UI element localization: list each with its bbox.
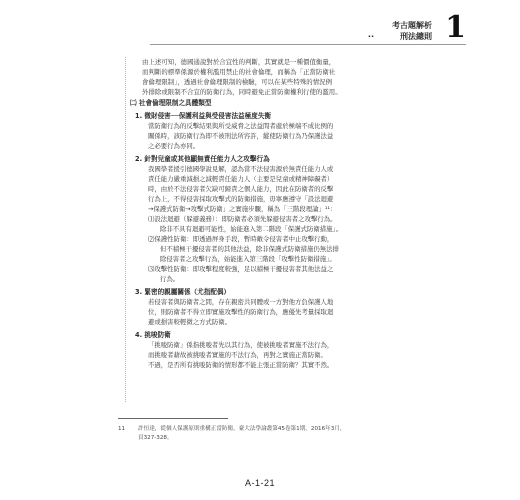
subsection-1-heading: 1. 微財侵害──保護利益與受侵害法益極度失衡 bbox=[135, 112, 272, 120]
text-line: 由上述可知，德國通說對於合宜性的判斷，其實就是一種價值衡量， bbox=[142, 58, 336, 66]
subsection-4-text bbox=[118, 340, 418, 370]
header-title-line1: 考古題解析 bbox=[392, 21, 432, 30]
list-item: ⑵保護性防衛：即透過屏身手段，暫時敵令侵害者中止攻擊行動， bbox=[148, 235, 334, 243]
list-item: ⑴設法迴避（躲避義務）：即防衛者必須先躲避侵害者之攻擊行為。 bbox=[148, 215, 337, 223]
text-line: 我國學者援引德國學說見解，認為當不法侵害源於無責任能力人或 bbox=[148, 165, 334, 173]
subsection-4-heading: 4. 挑唆防衛 bbox=[135, 331, 171, 339]
text-line: 時，由於不法侵害者欠缺可歸責之個人能力，因此在防衛者的反擊 bbox=[148, 185, 334, 193]
footnote-text-continuation: 頁327-328。 bbox=[138, 435, 173, 441]
header-dots: .. bbox=[367, 30, 374, 39]
text-line: 當防衛行為的反擊結果與所受威脅之法益間者處於極端不成比例的 bbox=[148, 122, 334, 130]
header-rule bbox=[150, 44, 466, 45]
list-item-continuation: 除侵害者之攻擊行為，始能進入第三階段「攻擊性防衛措施」。 bbox=[160, 255, 336, 263]
subsection-3-text bbox=[118, 297, 418, 327]
footnote bbox=[118, 425, 418, 443]
text-line: 位，則防衛者不得立即實施攻擊性的防衛行為，應優先考量採取迴 bbox=[148, 308, 334, 316]
text-line: 關係時，該防衛行為即不被刑法所容許，縱使防衛行為乃保護法益 bbox=[148, 132, 334, 140]
text-line: 會倫理限制」，透過社會倫理限制的檢驗，可以在某些特殊的情況例 bbox=[142, 78, 333, 86]
list-item-continuation: 除非不具有迴避可能性，始能進入第二階段「保護式防衛措施」。 bbox=[160, 225, 343, 233]
page-number: A-1-21 bbox=[244, 478, 275, 488]
footnote-rule bbox=[118, 418, 228, 419]
text-line: →保護式防衛→攻擊式防衛」之實施步驟，稱為「三階段理論」¹¹： bbox=[148, 205, 337, 213]
list-item-continuation: 但不積極干擾侵害者的其他法益，除非保護式防衛措施仍無法排 bbox=[160, 245, 339, 253]
section-heading: ㈡ 社會倫理限制之具體類型 bbox=[130, 99, 212, 107]
footnote-text: 許恒達，從個人保護原則重構正當防衛，臺大法學論叢第45卷第1期，2016年3月， bbox=[138, 426, 346, 432]
list-item-continuation: 行為。 bbox=[160, 275, 180, 283]
text-line: 行為上，不得侵害採取攻擊式的防衛措施，毋寧應遵守「設法迴避 bbox=[148, 195, 334, 203]
subsection-3-heading: 3. 緊密的親屬關係（尤指配偶） bbox=[135, 288, 231, 296]
text-line: 而判斷的標準係源於權利濫用禁止的社會倫理，而稱為「正當防衛社 bbox=[142, 68, 336, 76]
text-line: 避或損害較輕微之方式防衛。 bbox=[148, 318, 232, 326]
page-body bbox=[118, 57, 418, 370]
text-line: 「挑唆防衛」係指挑唆者先以其行為，使被挑唆者實施不法行為， bbox=[148, 341, 334, 349]
intro-paragraph bbox=[118, 57, 418, 97]
text-line: 責任能力嚴重減損之減輕責任能力人（主要是兒童或精神障礙者） bbox=[148, 175, 334, 183]
chapter-number: 1 bbox=[445, 10, 466, 45]
footnote-first-line bbox=[118, 425, 418, 434]
list-item: ⑶攻擊性防衛：即攻擊程度較強，足以積極干擾侵害者其他法益之 bbox=[148, 265, 334, 273]
text-line: 外排除或限制不合宜的防衛行為，同時避免正當防衛權利行使的濫用。 bbox=[142, 88, 342, 96]
header-title bbox=[392, 20, 432, 42]
subsection-2-heading: 2. 針對兒童或其他顯無責任能力人之攻擊行為 bbox=[135, 155, 270, 163]
text-line: 不過，是否所有挑唆防衛的情形都不能主張正當防衛？其實不然。 bbox=[148, 361, 334, 369]
subsection-2-text bbox=[118, 164, 418, 214]
text-line: 而挑唆者藉故被挑唆者實施的不法行為，再對之實施正當防衛。 bbox=[148, 351, 327, 359]
text-line: 之必要行為亦同。 bbox=[148, 142, 200, 150]
header-title-line2: 刑法總則 bbox=[400, 32, 432, 41]
subsection-1-text bbox=[118, 121, 418, 151]
text-line: 若侵害者與防衛者之間，存在親密共同體或一方對他方負保護人地 bbox=[148, 298, 334, 306]
footnote-number: 11 bbox=[118, 426, 126, 432]
